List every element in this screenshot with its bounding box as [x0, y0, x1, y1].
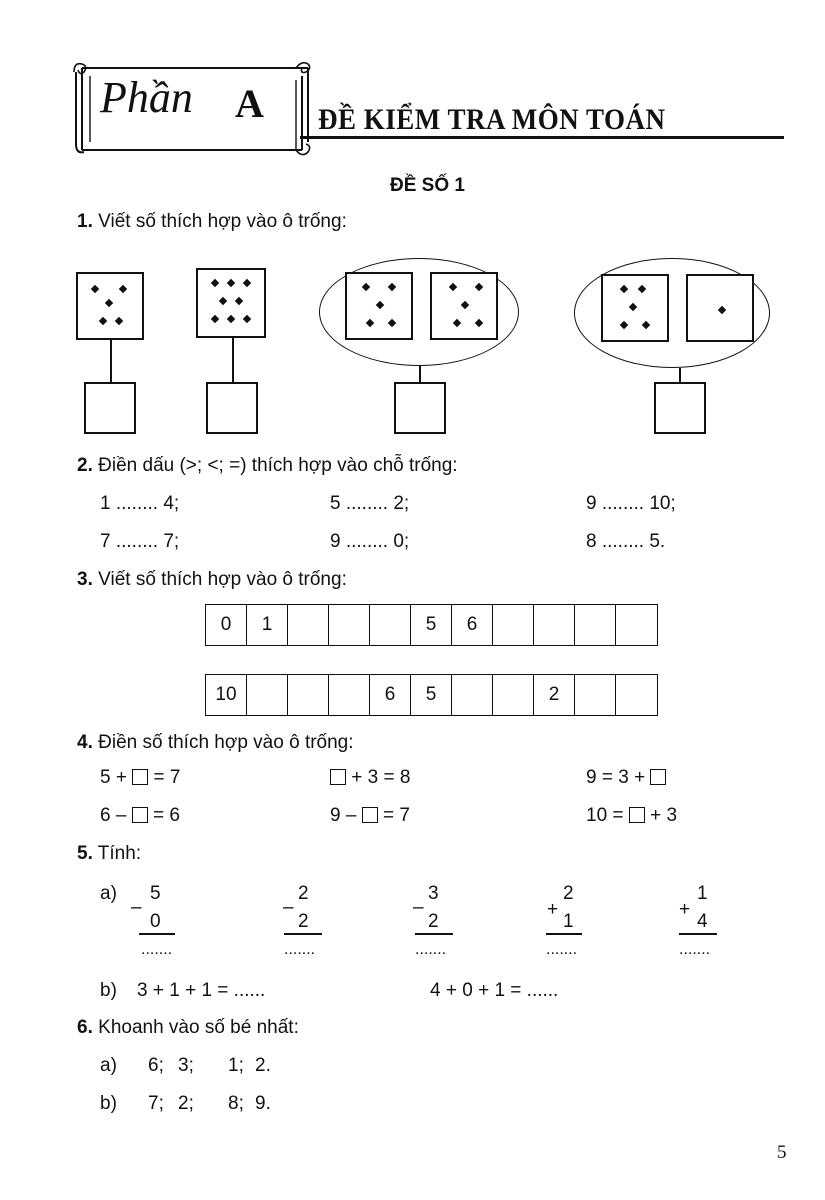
number-sequence-row — [205, 604, 658, 646]
section-letter: A — [235, 81, 264, 126]
blank-box[interactable] — [650, 769, 666, 785]
blank-box[interactable] — [362, 807, 378, 823]
row-label: a) — [100, 1055, 117, 1076]
section-label: Phần — [100, 73, 193, 122]
dice-box — [601, 274, 669, 342]
op-result[interactable]: ....... — [141, 941, 173, 958]
dot — [388, 319, 396, 327]
number-sequence-row — [205, 674, 658, 716]
choice-number[interactable]: 8; — [228, 1093, 244, 1114]
sequence-cell[interactable] — [616, 675, 657, 715]
compare-item[interactable]: 8 ........ 5. — [586, 531, 666, 552]
connector-line — [232, 338, 234, 382]
choice-number[interactable]: 1; — [228, 1055, 244, 1076]
blank-box[interactable] — [629, 807, 645, 823]
sum-line — [139, 933, 175, 935]
sequence-cell: 5 — [411, 675, 452, 715]
dot — [362, 283, 370, 291]
q4-prompt — [77, 733, 354, 752]
q3-prompt — [77, 570, 347, 589]
equation-left: 9 = 3 + — [586, 767, 651, 788]
q1-prompt — [77, 212, 347, 231]
equation — [100, 768, 180, 787]
compare-item[interactable]: 9 ........ 0; — [330, 531, 410, 552]
choice-number[interactable]: 2. — [255, 1055, 271, 1076]
compare-item[interactable]: 1 ........ 4; — [100, 493, 180, 514]
op-result[interactable]: ....... — [546, 941, 578, 958]
page-number: 5 — [777, 1142, 787, 1163]
choice-number[interactable]: 2; — [178, 1093, 194, 1114]
dot — [115, 317, 123, 325]
sum-line — [284, 933, 322, 935]
compare-item[interactable]: 7 ........ 7; — [100, 531, 180, 552]
q6-text: Khoanh vào số bé nhất: — [98, 1017, 299, 1038]
answer-box[interactable] — [84, 382, 136, 434]
dot — [718, 306, 726, 314]
equation-left: 5 + — [100, 767, 133, 788]
q1-number: 1. — [77, 211, 93, 232]
op-bottom: 1 — [563, 911, 574, 932]
equation-right: = 7 — [377, 805, 410, 826]
op-sign: + — [679, 899, 691, 920]
dot — [475, 319, 483, 327]
equation-left: 6 – — [100, 805, 132, 826]
equation-right: + 3 = 8 — [346, 767, 411, 788]
q2-number: 2. — [77, 455, 93, 476]
sequence-cell[interactable] — [288, 675, 329, 715]
op-sign: – — [131, 897, 142, 918]
dot — [99, 317, 107, 325]
dot — [243, 315, 251, 323]
dot — [366, 319, 374, 327]
answer-box[interactable] — [654, 382, 706, 434]
sequence-cell[interactable] — [534, 605, 575, 645]
answer-box[interactable] — [394, 382, 446, 434]
compare-item[interactable]: 9 ........ 10; — [586, 493, 676, 514]
sequence-cell[interactable] — [370, 605, 411, 645]
blank-box[interactable] — [132, 807, 148, 823]
blank-box[interactable] — [132, 769, 148, 785]
op-bottom: 2 — [428, 911, 439, 932]
sequence-cell: 0 — [206, 605, 247, 645]
q5-prompt — [77, 844, 141, 863]
sum-line — [415, 933, 453, 935]
part-b-label: b) — [100, 980, 117, 1001]
equation-left: 9 – — [330, 805, 362, 826]
q4-text: Điền số thích hợp vào ô trống: — [98, 732, 354, 753]
sequence-cell[interactable] — [493, 605, 534, 645]
sequence-cell: 1 — [247, 605, 288, 645]
op-sign: + — [547, 899, 559, 920]
op-top: 2 — [298, 883, 309, 904]
op-top: 3 — [428, 883, 439, 904]
exam-title: ĐỀ SỐ 1 — [390, 175, 465, 196]
connector-line — [679, 368, 681, 382]
dice-box — [345, 272, 413, 340]
dot — [475, 283, 483, 291]
dot — [638, 285, 646, 293]
header-rule — [300, 136, 784, 139]
sequence-cell: 6 — [452, 605, 493, 645]
dot — [388, 283, 396, 291]
sequence-cell: 5 — [411, 605, 452, 645]
q3-number: 3. — [77, 569, 93, 590]
sequence-cell: 2 — [534, 675, 575, 715]
op-top: 1 — [697, 883, 708, 904]
equation-right: = 6 — [147, 805, 180, 826]
dot — [376, 301, 384, 309]
op-result[interactable]: ....... — [679, 941, 711, 958]
sequence-cell[interactable] — [452, 675, 493, 715]
q1-text: Viết số thích hợp vào ô trống: — [98, 211, 347, 232]
q3-text: Viết số thích hợp vào ô trống: — [98, 569, 347, 590]
equation — [586, 768, 666, 787]
op-sign: – — [413, 897, 424, 918]
equation-right: = 7 — [148, 767, 181, 788]
dice-box — [196, 268, 266, 338]
dot — [211, 315, 219, 323]
q6-number: 6. — [77, 1017, 93, 1038]
sequence-cell: 6 — [370, 675, 411, 715]
op-result[interactable]: ....... — [284, 941, 316, 958]
choice-number[interactable]: 3; — [178, 1055, 194, 1076]
sum-line — [679, 933, 717, 935]
dot — [449, 283, 457, 291]
dot — [219, 297, 227, 305]
sequence-cell[interactable] — [575, 675, 616, 715]
connector-line — [110, 340, 112, 382]
dot — [620, 321, 628, 329]
q2-prompt — [77, 456, 458, 475]
choice-number[interactable]: 7; — [148, 1093, 164, 1114]
row-label: b) — [100, 1093, 117, 1114]
sequence-cell[interactable] — [288, 605, 329, 645]
choice-number[interactable]: 9. — [255, 1093, 271, 1114]
dice-box — [430, 272, 498, 340]
dice-box — [76, 272, 144, 340]
equation-left: 10 = — [586, 805, 629, 826]
sequence-cell[interactable] — [575, 605, 616, 645]
sequence-cell[interactable] — [493, 675, 534, 715]
dot — [227, 279, 235, 287]
dot — [91, 285, 99, 293]
choice-number[interactable]: 6; — [148, 1055, 164, 1076]
dot — [227, 315, 235, 323]
dice-box — [686, 274, 754, 342]
sequence-cell: 10 — [206, 675, 247, 715]
expression[interactable]: 4 + 0 + 1 = ...... — [430, 980, 559, 1001]
sequence-cell[interactable] — [329, 675, 370, 715]
op-bottom: 4 — [697, 911, 708, 932]
sequence-cell[interactable] — [247, 675, 288, 715]
compare-item[interactable]: 5 ........ 2; — [330, 493, 410, 514]
op-bottom: 2 — [298, 911, 309, 932]
op-top: 2 — [563, 883, 574, 904]
equation — [586, 806, 677, 825]
op-bottom: 0 — [150, 911, 161, 932]
q2-text: Điền dấu (>; <; =) thích hợp vào chỗ trống: — [98, 455, 458, 476]
q4-number: 4. — [77, 732, 93, 753]
q5-text: Tính: — [97, 843, 142, 864]
dot — [620, 285, 628, 293]
dot — [211, 279, 219, 287]
equation-right: + 3 — [644, 805, 678, 826]
sum-line — [546, 933, 582, 935]
equation — [100, 806, 180, 825]
dot — [243, 279, 251, 287]
dot — [461, 301, 469, 309]
connector-line — [419, 366, 421, 382]
part-a-label: a) — [100, 883, 117, 904]
equation — [330, 806, 410, 825]
q6-prompt — [77, 1018, 299, 1037]
q5-number: 5. — [77, 843, 93, 864]
op-top: 5 — [150, 883, 161, 904]
dot — [119, 285, 127, 293]
sequence-cell[interactable] — [329, 605, 370, 645]
blank-box[interactable] — [330, 769, 346, 785]
dot — [105, 299, 113, 307]
equation — [330, 768, 410, 787]
op-result[interactable]: ....... — [415, 941, 447, 958]
expression[interactable]: 3 + 1 + 1 = ...... — [137, 980, 266, 1001]
answer-box[interactable] — [206, 382, 258, 434]
sequence-cell[interactable] — [616, 605, 657, 645]
dot — [235, 297, 243, 305]
header-title: ĐỀ KIỂM TRA MÔN TOÁN — [318, 102, 666, 136]
dot — [453, 319, 461, 327]
dot — [642, 321, 650, 329]
op-sign: – — [283, 897, 294, 918]
dot — [629, 303, 637, 311]
